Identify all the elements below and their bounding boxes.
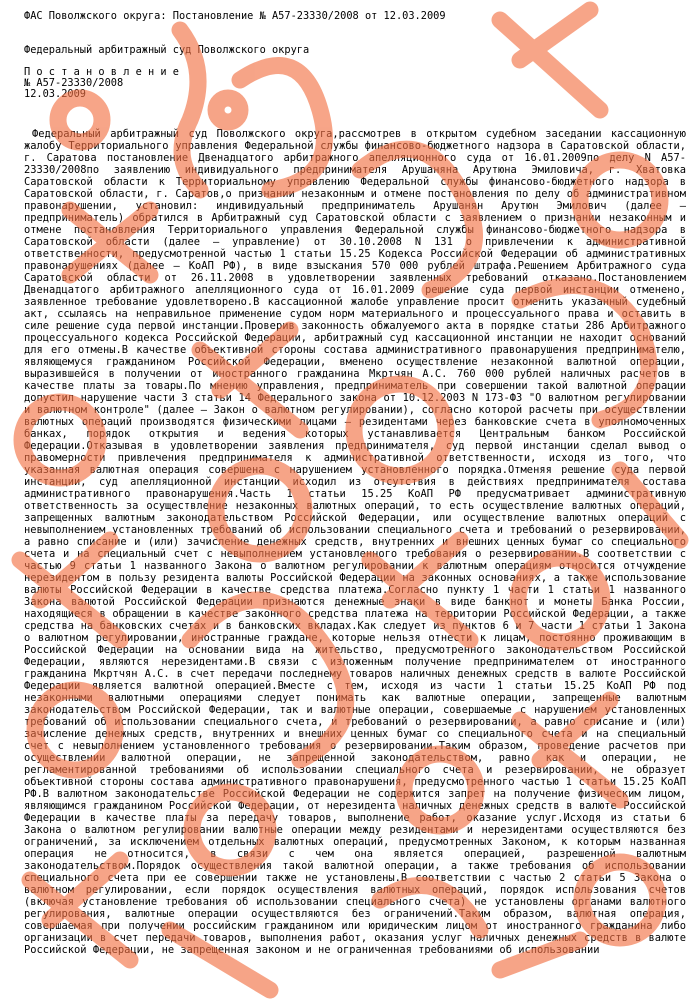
document-type: П о с т а н о в л е н и е: [24, 66, 179, 78]
document-body: Федеральный арбитражный суд Поволжского округа,рассмотрев в открытом судебном заседании кассационную жалобу Территориального управления Федеральной службы финансово-бюджетного надзора в Саратовской области, г. Саратова постановление Двенадцатого арбитражного апелляционного суда от 16.01.2009по делу N А57-23330/2008по заявлению индивидуального предпринимателя Арушаняна Арутюна Эмиловича, г. Хватовка Саратовской области к Территориальному управлению Федеральной службы финансово-бюджетного надзора в Саратовской области, г. Саратов,о признании незаконным и отмене постановления по делу об административном правонарушении, установил: индивидуальный предприниматель Арушанян Арутюн Эмилович (далее – предприниматель) обратился в Арбитражный суд Саратовской области с заявлением о признании незаконным и отмене постановления Территориального управления Федеральной службы финансово-бюджетного надзора в Саратовской области (далее – управление) от 30.10.2008 N 131 о привлечении к административной ответственности, предусмотренной частью 1 статьи 15.25 Кодекса Российской Федерации об административных правонарушениях (далее – КоАП РФ), в виде взыскания 570 000 рублей штрафа.Решением Арбитражного суда Саратовской области от 26.11.2008 в удовлетворении заявленных требований отказано.Постановлением Двенадцатого арбитражного апелляционного суда от 16.01.2009 решение суда первой инстанции отменено, заявленное требование удовлетворено.В кассационной жалобе управление просит отменить указанный судебный акт, ссылаясь на неправильное применение судом норм материального и процессуального права и оставить в силе решение суда первой инстанции.Проверив законность обжалуемого акта в порядке статьи 286 Арбитражного процессуального кодекса Российской Федерации, арбитражный суд кассационной инстанции не находит оснований для его отмены.В качестве объективной стороны состава административного правонарушения предпринимателю, являющемуся гражданином Российской Федерации, вменено осуществление незаконной валютной операции, выразившейся в получении от иностранного гражданина Мкртчян А.С. 760 000 рублей наличных расчетов в качестве платы за товары.По мнению управления, предприниматель при совершении такой валютной операции допустил нарушение части 3 статьи 14 Федерального закона от 10.12.2003 N 173-ФЗ "О валютном регулировании и валютном контроле" (далее – Закон о валютном регулировании), согласно которой расчеты при осуществлении валютных операций производятся физическими лицами – резидентами через банковские счета в уполномоченных банках, порядок открытия и ведения которых устанавливается Центральным банком Российской Федерации.Отказывая в удовлетворении заявления предпринимателя, суд первой инстанции сделал вывод о правомерности привлечения предпринимателя к административной ответственности, исходя из того, что указанная валютная операция совершена с нарушением установленного порядка.Отменяя решение суда первой инстанции, суд апелляционной инстанции исходил из отсутствия в действиях предпринимателя состава административного правонарушения.Часть 1 статьи 15.25 КоАП РФ предусматривает административную ответственность за осуществление незаконных валютных операций, то есть осуществление валютных операций, запрещенных валютным законодательством Российской Федерации, или осуществление валютных операций с невыполнением установленных требований об использовании специального счета и требований о резервировании, а равно списание и (или) зачисление денежных средств, внутренних и внешних ценных бумаг со специального счета и на специальный счет с невыполнением установленного требования о резервировании.В соответствии с частью 9 статьи 1 названного Закона о валютном регулировании к валютным операциям относится отчуждение нерезидентом в пользу резидента валюты Российской Федерации на законных основаниях, а также использование валюты Российской Федерации в качестве средства платежа.Согласно пункту 1 части 1 статьи 1 названного Закона валютой Российской Федерации признаются денежные знаки в виде банкнот и монеты Банка России, находящиеся в обращении в качестве законного средства платежа на территории Российской Федерации, а также средства на банковских счетах и в банковских вкладах.Как следует из пунктов 6 и 7 части 1 статьи 1 Закона о валютном регулировании, иностранные граждане, которые нельзя отнести к лицам, постоянно проживающим в Российской Федерации на основании вида на жительство, предусмотренного законодательством Российской Федерации, являются нерезидентами.В связи с изложенным получение предпринимателем от иностранного гражданина Мкртчян А.С. в счет передачи последнему товаров наличных денежных средств в валюте Российской Федерации является валютной операцией.Вместе с тем, исходя из части 1 статьи 15.25 КоАП РФ под незаконными валютными операциями следует понимать как валютные операции, запрещенные валютным законодательством Российской Федерации, так и валютные операции, совершаемые с нарушением установленных требований об использовании специального счета, и требований о резервировании, а равно списание и (или) зачисление денежных средств, внутренних и внешних ценных бумаг со специального счета и на специальный счет с невыполнением установленного требования о резервировании.Таким образом, проведение расчетов при осуществлении валютной операции, не запрещенной законодательством, равно как и операции, не регламентированной требованиями об использовании специального счета и резервировании, не образует объективной стороны состава административного правонарушения, предусмотренного частью 1 статьи 15.25 КоАП РФ.В валютном законодательстве Российской Федерации не содержится запрет на получение физическим лицом, являющимся гражданином Российской Федерации, от нерезидента наличных денежных средств в валюте Российской Федерации в качестве платы за передачу товаров, выполнение работ, оказание услуг.Исходя из статьи 6 Закона о валютном регулировании валютные операции между резидентами и нерезидентами осуществляются без ограничений, за исключением отдельных валютных операций, предусмотренных Законом, к которым названная операция не относится, в связи с чем она является операцией, разрешенной валютным законодательством.Порядок осуществления такой валютной операции, а также требования об использовании специального счета при ее совершении также не установлены.В соответствии с частью 2 статьи 5 Закона о валютном регулировании, если порядок осуществления валютных операций, порядок использования счетов (включая установление требования об использовании специального счета) не установлены органами валютного регулирования, валютные операции осуществляются без ограничений.Таким образом, валютная операция, совершаемая при получении российским гражданином или юридическим лицом от иностранного гражданина либо организации в счет передачи товаров, выполнения работ, оказания услуг наличных денежных средств в валюте Российской Федерации, не запрещенная законом и не ограниченная требованиями об использовании: [24, 128, 686, 956]
document-date: 12.03.2009: [24, 88, 86, 100]
court-name: Федеральный арбитражный суд Поволжского округа: [24, 44, 310, 56]
document-header-title: ФАС Поволжского округа: Постановление № А57-23330/2008 от 12.03.2009: [24, 10, 446, 22]
case-number: № А57-23330/2008: [24, 77, 124, 89]
